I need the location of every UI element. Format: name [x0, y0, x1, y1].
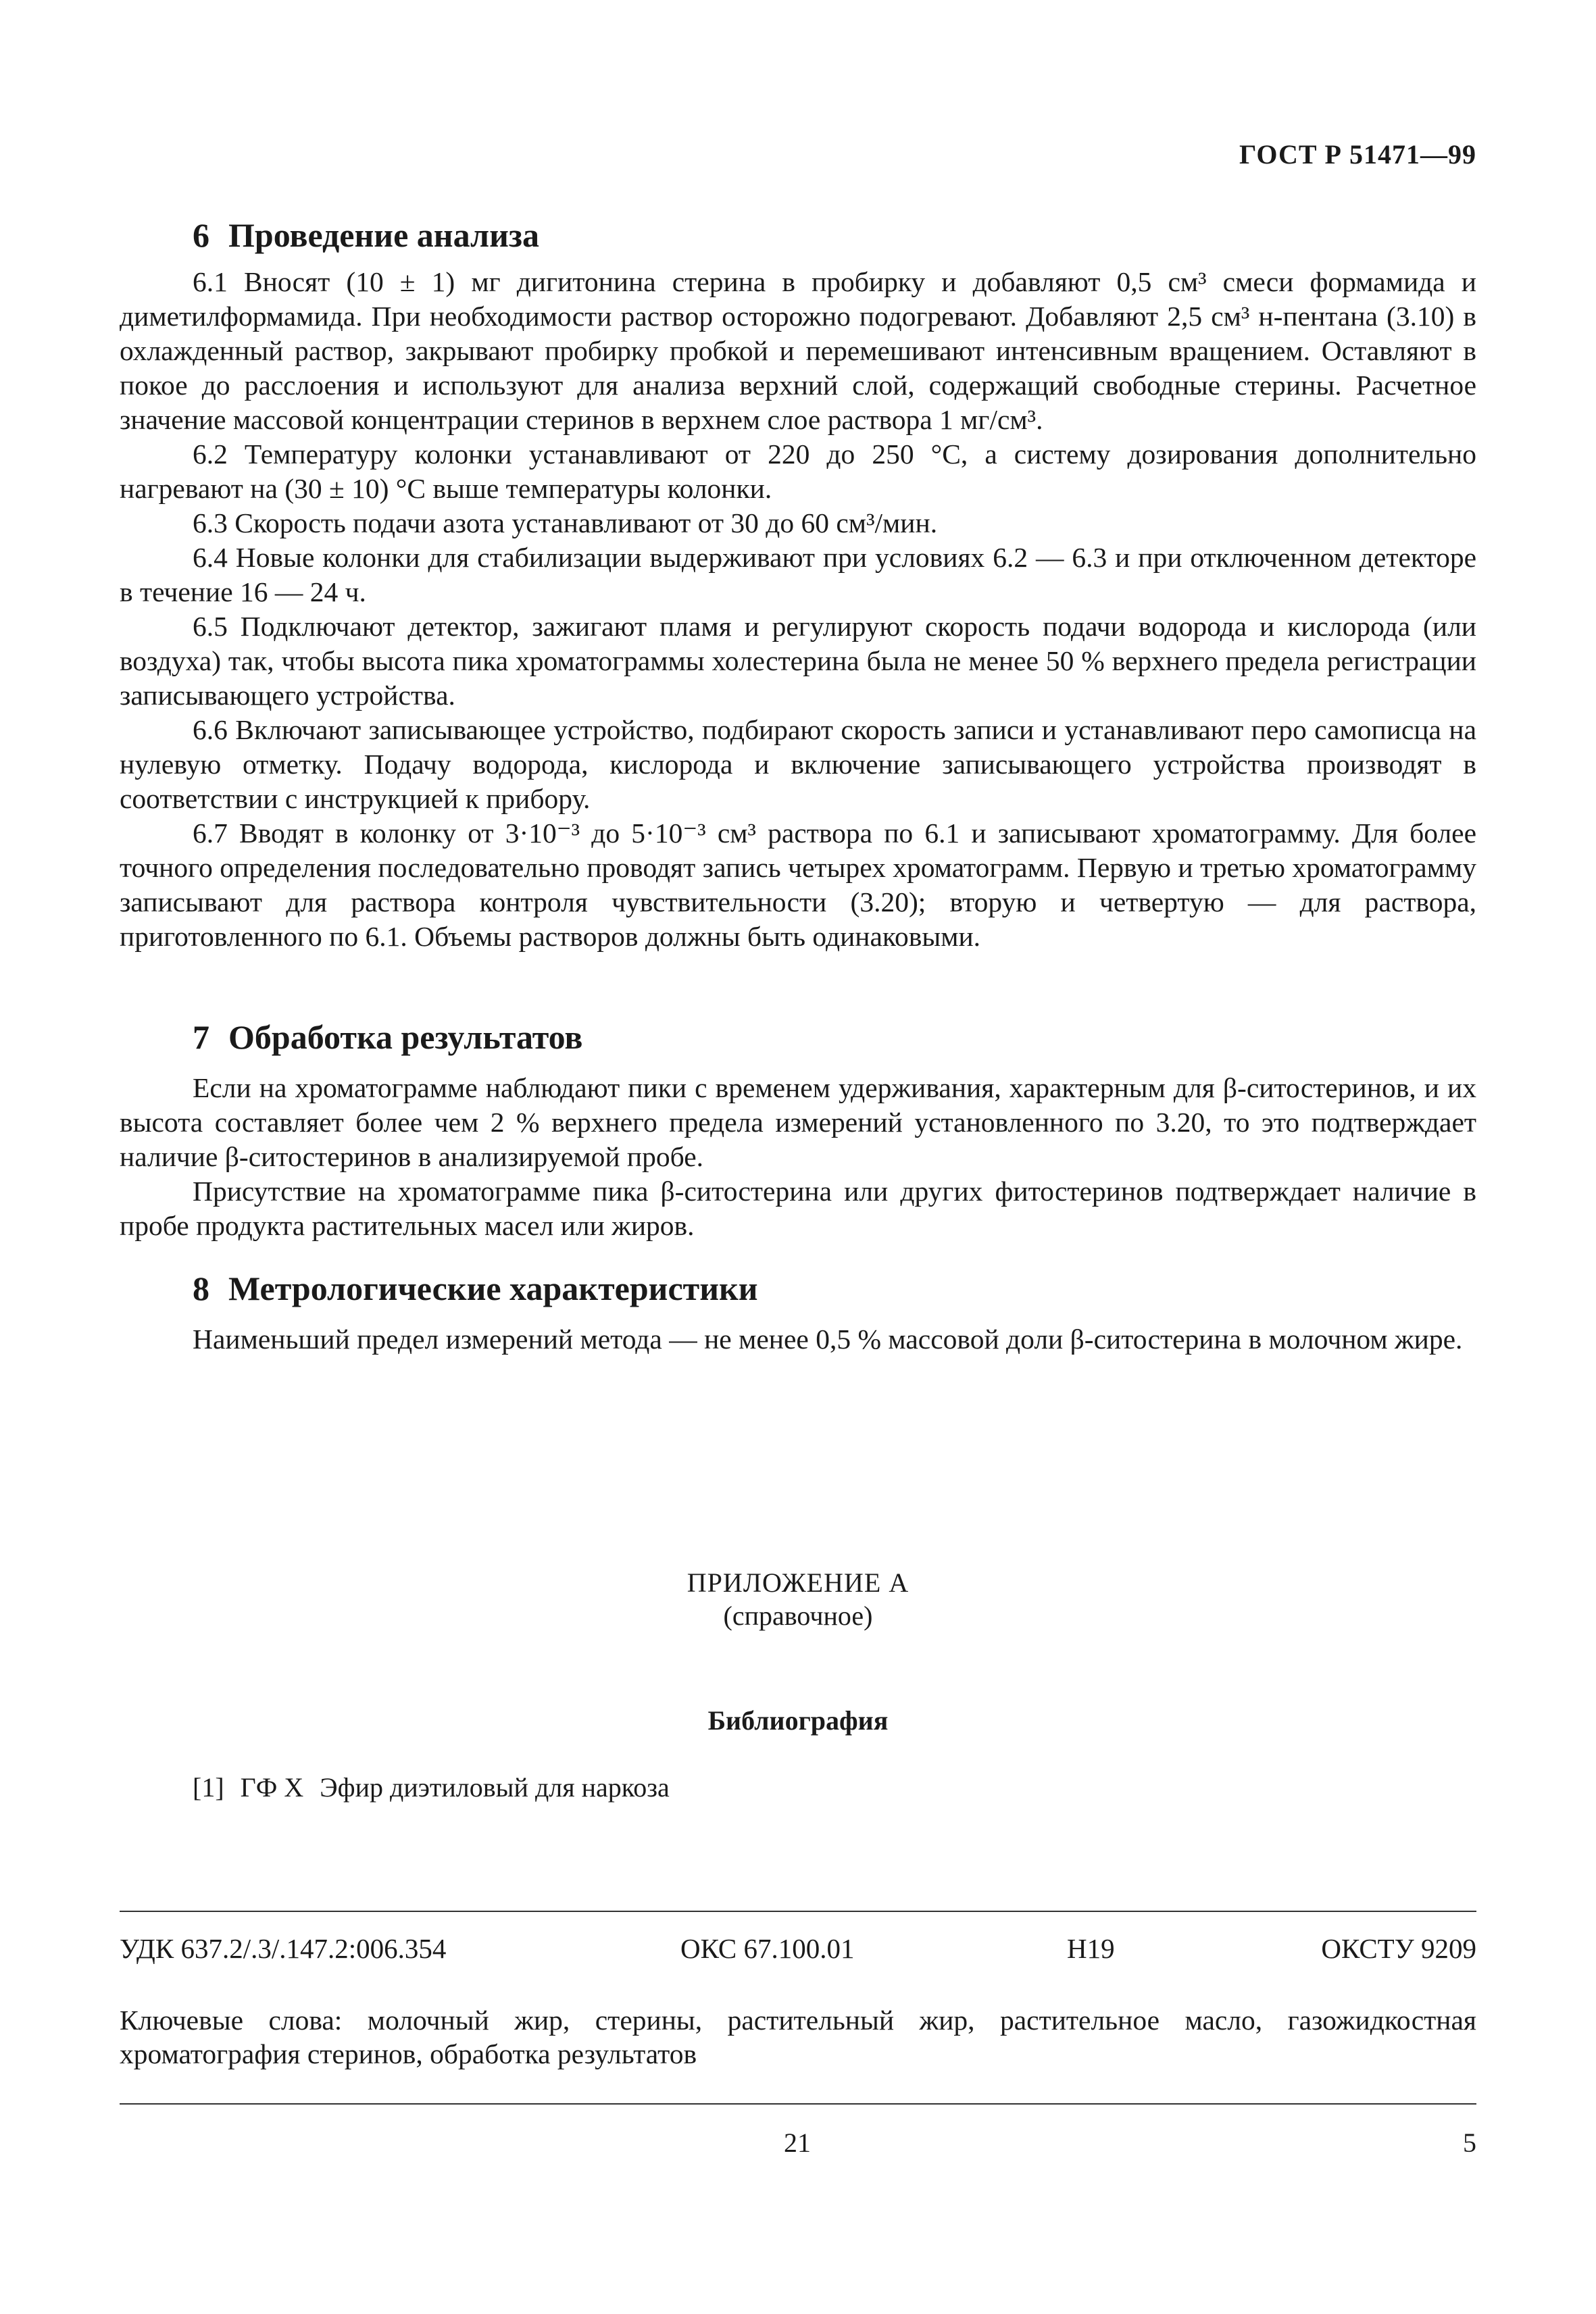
section-7-heading: [120, 1017, 1476, 1057]
section-title: Обработка результатов: [228, 1018, 583, 1056]
paragraph-6-3: 6.3 Скорость подачи азота устанавливают от 30 до 60 см³/мин.: [193, 507, 938, 538]
section-8-heading: [120, 1268, 1476, 1309]
appendix-title: ПРИЛОЖЕНИЕ А: [687, 1567, 909, 1598]
section-6: [120, 215, 1476, 954]
paragraph-6-6: 6.6 Включают записывающее устройство, подбирают скорость записи и устанавливают перо самописца на нулевую отметку. Подачу водорода, кислорода и включение записывающего устройства производят в соответствии с инструкцией к прибору.: [120, 714, 1476, 814]
entry-text: Эфир диэтиловый для наркоза: [320, 1772, 670, 1803]
paragraph-6-5: 6.5 Подключают детектор, зажигают пламя и регулируют скорость подачи водорода и кислорода (или воздуха) так, чтобы высота пика хроматограммы холестерина была не менее 50 % верхнего предела регистрации записывающего устройства.: [120, 611, 1476, 711]
section-title: Метрологические характеристики: [228, 1269, 758, 1307]
entry-source: ГФ X: [240, 1772, 304, 1803]
section-title: Проведение анализа: [228, 216, 539, 254]
section-6-heading: [120, 215, 1476, 255]
paragraph-7-b: Присутствие на хроматограмме пика β-ситостерина или других фитостеринов подтверждает наличие в пробе продукта растительных масел или жиров.: [120, 1176, 1476, 1241]
paragraph-8-a: Наименьший предел измерений метода — не менее 0,5 % массовой доли β-ситостерина в молочном жире.: [193, 1324, 1463, 1355]
standard-id: ГОСТ Р 51471—99: [1239, 139, 1476, 170]
group-code: Н19: [1067, 1933, 1115, 1964]
okstu-code: ОКСТУ 9209: [1321, 1933, 1476, 1964]
appendix-heading: [0, 1566, 1596, 1632]
section-7: [120, 1017, 1476, 1243]
keywords: Ключевые слова: молочный жир, стерины, растительный жир, растительное масло, газожидкостная хроматография стеринов, обработка результатов: [120, 2005, 1476, 2069]
udk-code: УДК 637.2/.3/.147.2:006.354: [120, 1933, 447, 1964]
bibliography-entry: [193, 1771, 686, 1803]
section-number: 8: [193, 1269, 209, 1307]
classification-row: [120, 1932, 1476, 1973]
section-8: [120, 1268, 1476, 1357]
entry-ref: [1]: [193, 1772, 224, 1803]
paragraph-6-7: 6.7 Вводят в колонку от 3·10⁻³ до 5·10⁻³ см³ раствора по 6.1 и записывают хроматограмму. Для более точного определения последовательно проводят запись четырех хроматограмм. Первую и третью хроматограмму записывают для раствора контроля чувствительности (3.20); вторую и четвертую — для раствора, приготовленного по 6.1. Объемы растворов должны быть одинаковыми.: [120, 818, 1476, 952]
section-number: 6: [193, 216, 209, 254]
divider-bottom: [120, 2103, 1476, 2105]
paragraph-6-4: 6.4 Новые колонки для стабилизации выдерживают при условиях 6.2 — 6.3 и при отключенном детекторе в течение 16 — 24 ч.: [120, 542, 1476, 607]
paragraph-6-2: 6.2 Температуру колонки устанавливают от 220 до 250 °С, а систему дозирования дополнительно нагревают на (30 ± 10) °С выше температуры колонки.: [120, 438, 1476, 504]
appendix-note: (справочное): [723, 1601, 873, 1631]
sheet-number: 5: [1463, 2128, 1476, 2158]
paragraph-7-a: Если на хроматограмме наблюдают пики с временем удерживания, характерным для β-ситостеринов, и их высота составляет более чем 2 % верхнего предела измерений установленного по 3.20, то это подтверждает наличие β-ситостеринов в анализируемой пробе.: [120, 1072, 1476, 1172]
section-number: 7: [193, 1018, 209, 1056]
bibliography-title: Библиография: [707, 1705, 889, 1736]
paragraph-6-1: 6.1 Вносят (10 ± 1) мг дигитонина стерина в пробирку и добавляют 0,5 см³ смеси формамида и диметилформамида. При необходимости раствор осторожно подогревают. Добавляют 2,5 см³ н-пентана (3.10) в охлажденный раствор, закрывают пробирку пробкой и перемешивают интенсивным вращением. Оставляют в покое до расслоения и используют для анализа верхний слой, содержащий свободные стерины. Расчетное значение массовой концентрации стеринов в верхнем слое раствора 1 мг/см³.: [120, 266, 1476, 435]
oks-code: ОКС 67.100.01: [680, 1933, 855, 1964]
divider-top: [120, 1911, 1476, 1912]
page-number: 21: [784, 2128, 811, 2158]
